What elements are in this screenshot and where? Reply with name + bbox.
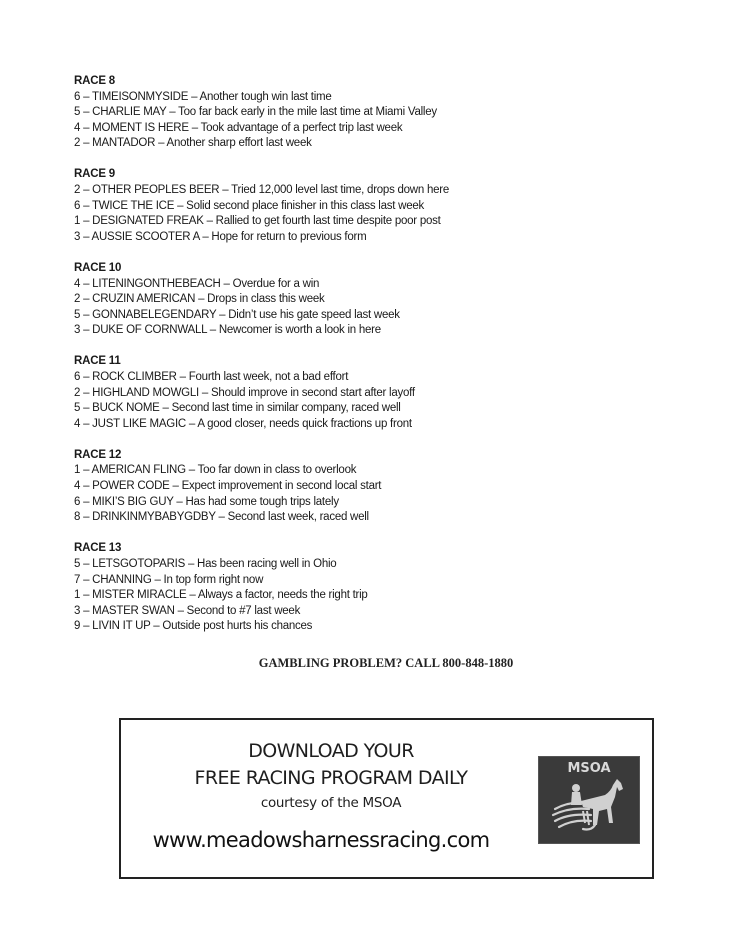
race-pick: 1 – AMERICAN FLING – Too far down in class to overlook <box>74 464 357 477</box>
race-block <box>74 167 674 245</box>
gambling-helpline-notice: GAMBLING PROBLEM? CALL 800-848-1880 <box>258 656 514 670</box>
race-pick: 4 – JUST LIKE MAGIC – A good closer, needs quick fractions up front <box>74 417 412 430</box>
race-picks <box>74 74 674 650</box>
msoa-logo <box>538 756 640 844</box>
race-pick: 5 – BUCK NOME – Second last time in similar company, raced well <box>74 402 401 415</box>
msoa-logo-text: MSOA <box>567 761 611 776</box>
race-pick: 2 – OTHER PEOPLES BEER – Tried 12,000 level last time, drops down here <box>74 184 449 197</box>
race-pick: 2 – HIGHLAND MOWGLI – Should improve in second start after layoff <box>74 386 415 399</box>
race-block <box>74 261 674 339</box>
race-title: RACE 10 <box>74 261 122 274</box>
ad-headline-line-1: DOWNLOAD YOUR <box>248 740 414 762</box>
harness-racing-horse-icon <box>539 757 639 843</box>
race-title: RACE 13 <box>74 542 122 555</box>
race-pick: 5 – LETSGOTOPARIS – Has been racing well in Ohio <box>74 557 337 570</box>
race-pick: 6 – ROCK CLIMBER – Fourth last week, not a bad effort <box>74 371 349 383</box>
ad-courtesy-line: courtesy of the MSOA <box>260 795 402 811</box>
race-pick: 6 – TIMEISONMYSIDE – Another tough win last time <box>74 90 332 103</box>
race-pick: 4 – LITENINGONTHEBEACH – Overdue for a win <box>74 277 320 290</box>
race-block <box>74 354 674 432</box>
ad-headline-line-2: FREE RACING PROGRAM DAILY <box>194 767 468 789</box>
race-pick: 1 – DESIGNATED FREAK – Rallied to get fourth last time despite poor post <box>74 215 441 228</box>
race-pick: 2 – MANTADOR – Another sharp effort last week <box>74 137 312 150</box>
race-pick: 6 – TWICE THE ICE – Solid second place finisher in this class last week <box>74 199 424 212</box>
race-title: RACE 11 <box>74 355 121 368</box>
race-pick: 2 – CRUZIN AMERICAN – Drops in class this week <box>74 293 325 306</box>
program-download-ad <box>119 718 654 879</box>
race-pick: 5 – CHARLIE MAY – Too far back early in the mile last time at Miami Valley <box>74 106 437 119</box>
race-pick: 4 – MOMENT IS HERE – Took advantage of a perfect trip last week <box>74 121 403 134</box>
race-title: RACE 12 <box>74 448 122 461</box>
race-block <box>74 74 674 152</box>
race-title: RACE 8 <box>74 75 115 87</box>
race-pick: 8 – DRINKINMYBABYGDBY – Second last week, raced well <box>74 511 369 524</box>
ad-website-link[interactable]: www.meadowsharnessracing.com <box>152 828 490 852</box>
race-pick: 3 – AUSSIE SCOOTER A – Hope for return to previous form <box>74 230 367 243</box>
race-pick: 7 – CHANNING – In top form right now <box>74 573 264 586</box>
race-pick: 9 – LIVIN IT UP – Outside post hurts his chances <box>74 620 313 633</box>
race-pick: 4 – POWER CODE – Expect improvement in second local start <box>74 480 382 493</box>
race-pick: 6 – MIKI’S BIG GUY – Has had some tough trips lately <box>74 495 339 508</box>
race-pick: 3 – MASTER SWAN – Second to #7 last week <box>74 604 301 617</box>
race-title: RACE 9 <box>74 168 115 181</box>
race-block <box>74 448 674 526</box>
race-pick: 1 – MISTER MIRACLE – Always a factor, needs the right trip <box>74 589 368 602</box>
race-block <box>74 541 674 635</box>
race-pick: 5 – GONNABELEGENDARY – Didn’t use his gate speed last week <box>74 308 400 321</box>
race-pick: 3 – DUKE OF CORNWALL – Newcomer is worth a look in here <box>74 324 381 337</box>
